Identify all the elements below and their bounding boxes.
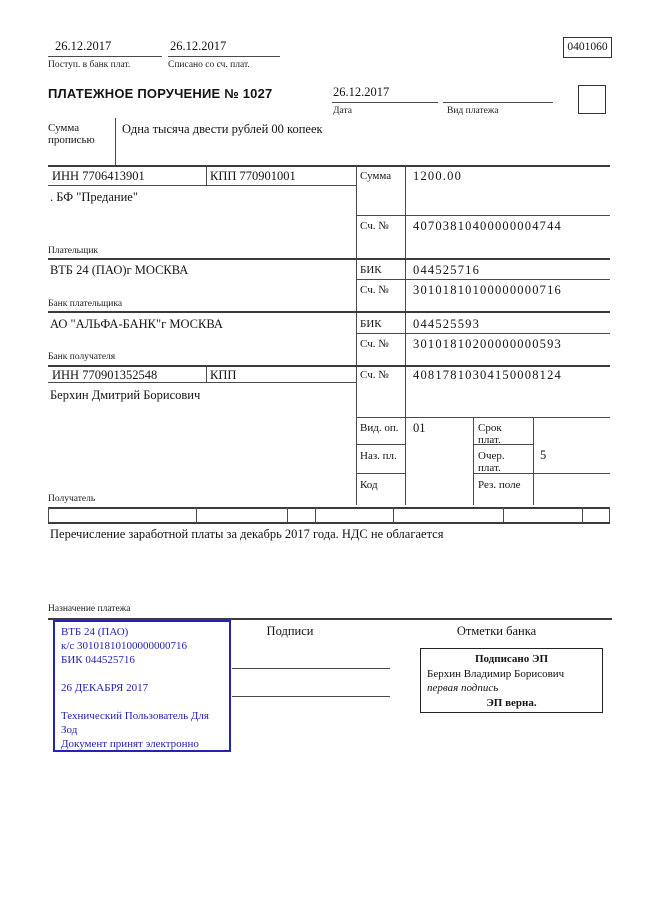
signature-kind: первая подпись <box>427 682 499 694</box>
form-code-box: 0401060 <box>563 37 612 58</box>
cell-divider <box>356 215 610 216</box>
debited-label: Списано со сч. плат. <box>168 60 250 70</box>
payment-type-box <box>578 85 606 114</box>
bank-stamp-line <box>61 695 223 709</box>
payment-type-label: Вид платежа <box>447 106 499 116</box>
payer-section-label: Плательщик <box>48 246 99 256</box>
payer-bank-bik: 044525716 <box>413 263 481 277</box>
cell-divider <box>356 279 610 280</box>
cell-divider <box>533 417 534 505</box>
signature-line <box>232 696 390 697</box>
payment-nature-label: Наз. пл. <box>360 450 397 462</box>
table-border <box>48 165 610 167</box>
table-border <box>48 365 610 367</box>
cell-divider <box>356 473 405 474</box>
cell-divider <box>473 417 474 505</box>
signer-name: Берхин Владимир Борисович <box>427 667 565 680</box>
code-label: Код <box>360 479 378 491</box>
payee-bank-bik: 044525593 <box>413 317 481 331</box>
purpose-field-label: Назначение платежа <box>48 604 131 614</box>
payer-bank-bik-label: БИК <box>360 264 382 276</box>
payee-bank-section-label: Банк получателя <box>48 352 116 362</box>
cell-divider <box>356 417 610 418</box>
payer-inn: ИНН 7706413901 <box>52 169 145 183</box>
bank-stamp-line: БИК 044525716 <box>61 654 135 666</box>
received-in-bank-label: Поступ. в банк плат. <box>48 60 131 70</box>
op-type-label: Вид. оп. <box>360 422 399 434</box>
cell-divider <box>609 507 610 522</box>
bank-stamp-line: Технический Пользователь Для <box>61 710 209 722</box>
payee-account-label: Сч. № <box>360 369 389 381</box>
bank-marks-label: Отметки банка <box>456 624 537 638</box>
payment-order-label: Очер. плат. <box>478 450 505 474</box>
cell-divider <box>503 507 504 522</box>
cell-divider <box>582 507 583 522</box>
payee-bank-bik-label: БИК <box>360 318 382 330</box>
amount-value: 1200.00 <box>413 169 463 183</box>
bank-stamp-line: ВТБ 24 (ПАО) <box>61 626 129 638</box>
table-border <box>48 507 610 509</box>
cell-divider <box>356 333 610 334</box>
table-border <box>48 258 610 260</box>
payer-account-label: Сч. № <box>360 220 389 232</box>
cell-divider <box>48 185 356 186</box>
ep-verified-text: ЭП верна. <box>486 696 537 709</box>
bank-stamp-line <box>61 667 223 681</box>
payment-term-label: Срок плат. <box>478 422 502 446</box>
divider <box>443 102 553 103</box>
table-border <box>48 522 610 524</box>
amount-label: Сумма <box>360 170 392 182</box>
divider <box>332 102 438 103</box>
amount-words-value: Одна тысяча двести рублей 00 копеек <box>122 122 323 136</box>
bank-stamp-line: Зод <box>61 724 78 736</box>
cell-divider <box>206 365 207 382</box>
bank-marks-box <box>420 648 603 713</box>
reserve-field-label: Рез. поле <box>478 479 521 491</box>
divider <box>168 56 280 57</box>
signatures-label: Подписи <box>266 624 314 638</box>
cell-divider <box>115 118 116 165</box>
document-date: 26.12.2017 <box>333 85 390 99</box>
divider <box>48 56 162 57</box>
payee-kpp-label: КПП <box>210 368 237 382</box>
document-title: ПЛАТЕЖНОЕ ПОРУЧЕНИЕ № 1027 <box>48 86 273 101</box>
payer-bank-section-label: Банк плательщика <box>48 299 123 309</box>
received-in-bank-date: 26.12.2017 <box>55 39 112 53</box>
payee-section-label: Получатель <box>48 494 96 504</box>
table-border <box>48 311 610 313</box>
payee-bank-account-label: Сч. № <box>360 338 389 350</box>
cell-divider <box>315 507 316 522</box>
payee-bank-account: 30101810200000000593 <box>413 337 562 351</box>
payer-bank-account: 30101810100000000716 <box>413 283 562 297</box>
bank-stamp-line: к/с 30101810100000000716 <box>61 640 188 652</box>
cell-divider <box>206 165 207 185</box>
payment-order-value: 5 <box>540 448 547 462</box>
bank-stamp-line: 26 ДЕКАБРЯ 2017 <box>61 682 149 694</box>
payer-name: . БФ "Предание" <box>50 190 138 204</box>
signature-line <box>232 668 390 669</box>
signed-ep-title: Подписано ЭП <box>474 653 549 665</box>
cell-divider <box>356 444 405 445</box>
date-label: Дата <box>333 106 352 116</box>
payer-account: 40703810400000004744 <box>413 219 562 233</box>
cell-divider <box>405 165 406 505</box>
bank-stamp-box <box>53 620 231 752</box>
payee-inn: ИНН 770901352548 <box>52 368 158 382</box>
cell-divider <box>48 507 49 522</box>
payer-kpp: КПП 770901001 <box>210 169 296 183</box>
payee-account: 40817810304150008124 <box>413 368 562 382</box>
payee-name: Берхин Дмитрий Борисович <box>50 388 201 402</box>
amount-words-label: Сумма прописью <box>48 122 95 146</box>
payee-bank-name: АО "АЛЬФА-БАНК"г МОСКВА <box>50 317 223 331</box>
bank-stamp-line: Документ принят электронно <box>61 738 199 750</box>
purpose-text: Перечисление заработной платы за декабрь 2017 года. НДС не облагается <box>50 527 444 541</box>
cell-divider <box>393 507 394 522</box>
debited-date: 26.12.2017 <box>170 39 227 53</box>
cell-divider <box>196 507 197 522</box>
cell-divider <box>287 507 288 522</box>
payer-bank-name: ВТБ 24 (ПАО)г МОСКВА <box>50 263 189 277</box>
cell-divider <box>356 165 357 505</box>
op-type-value: 01 <box>413 421 426 435</box>
payer-bank-account-label: Сч. № <box>360 284 389 296</box>
